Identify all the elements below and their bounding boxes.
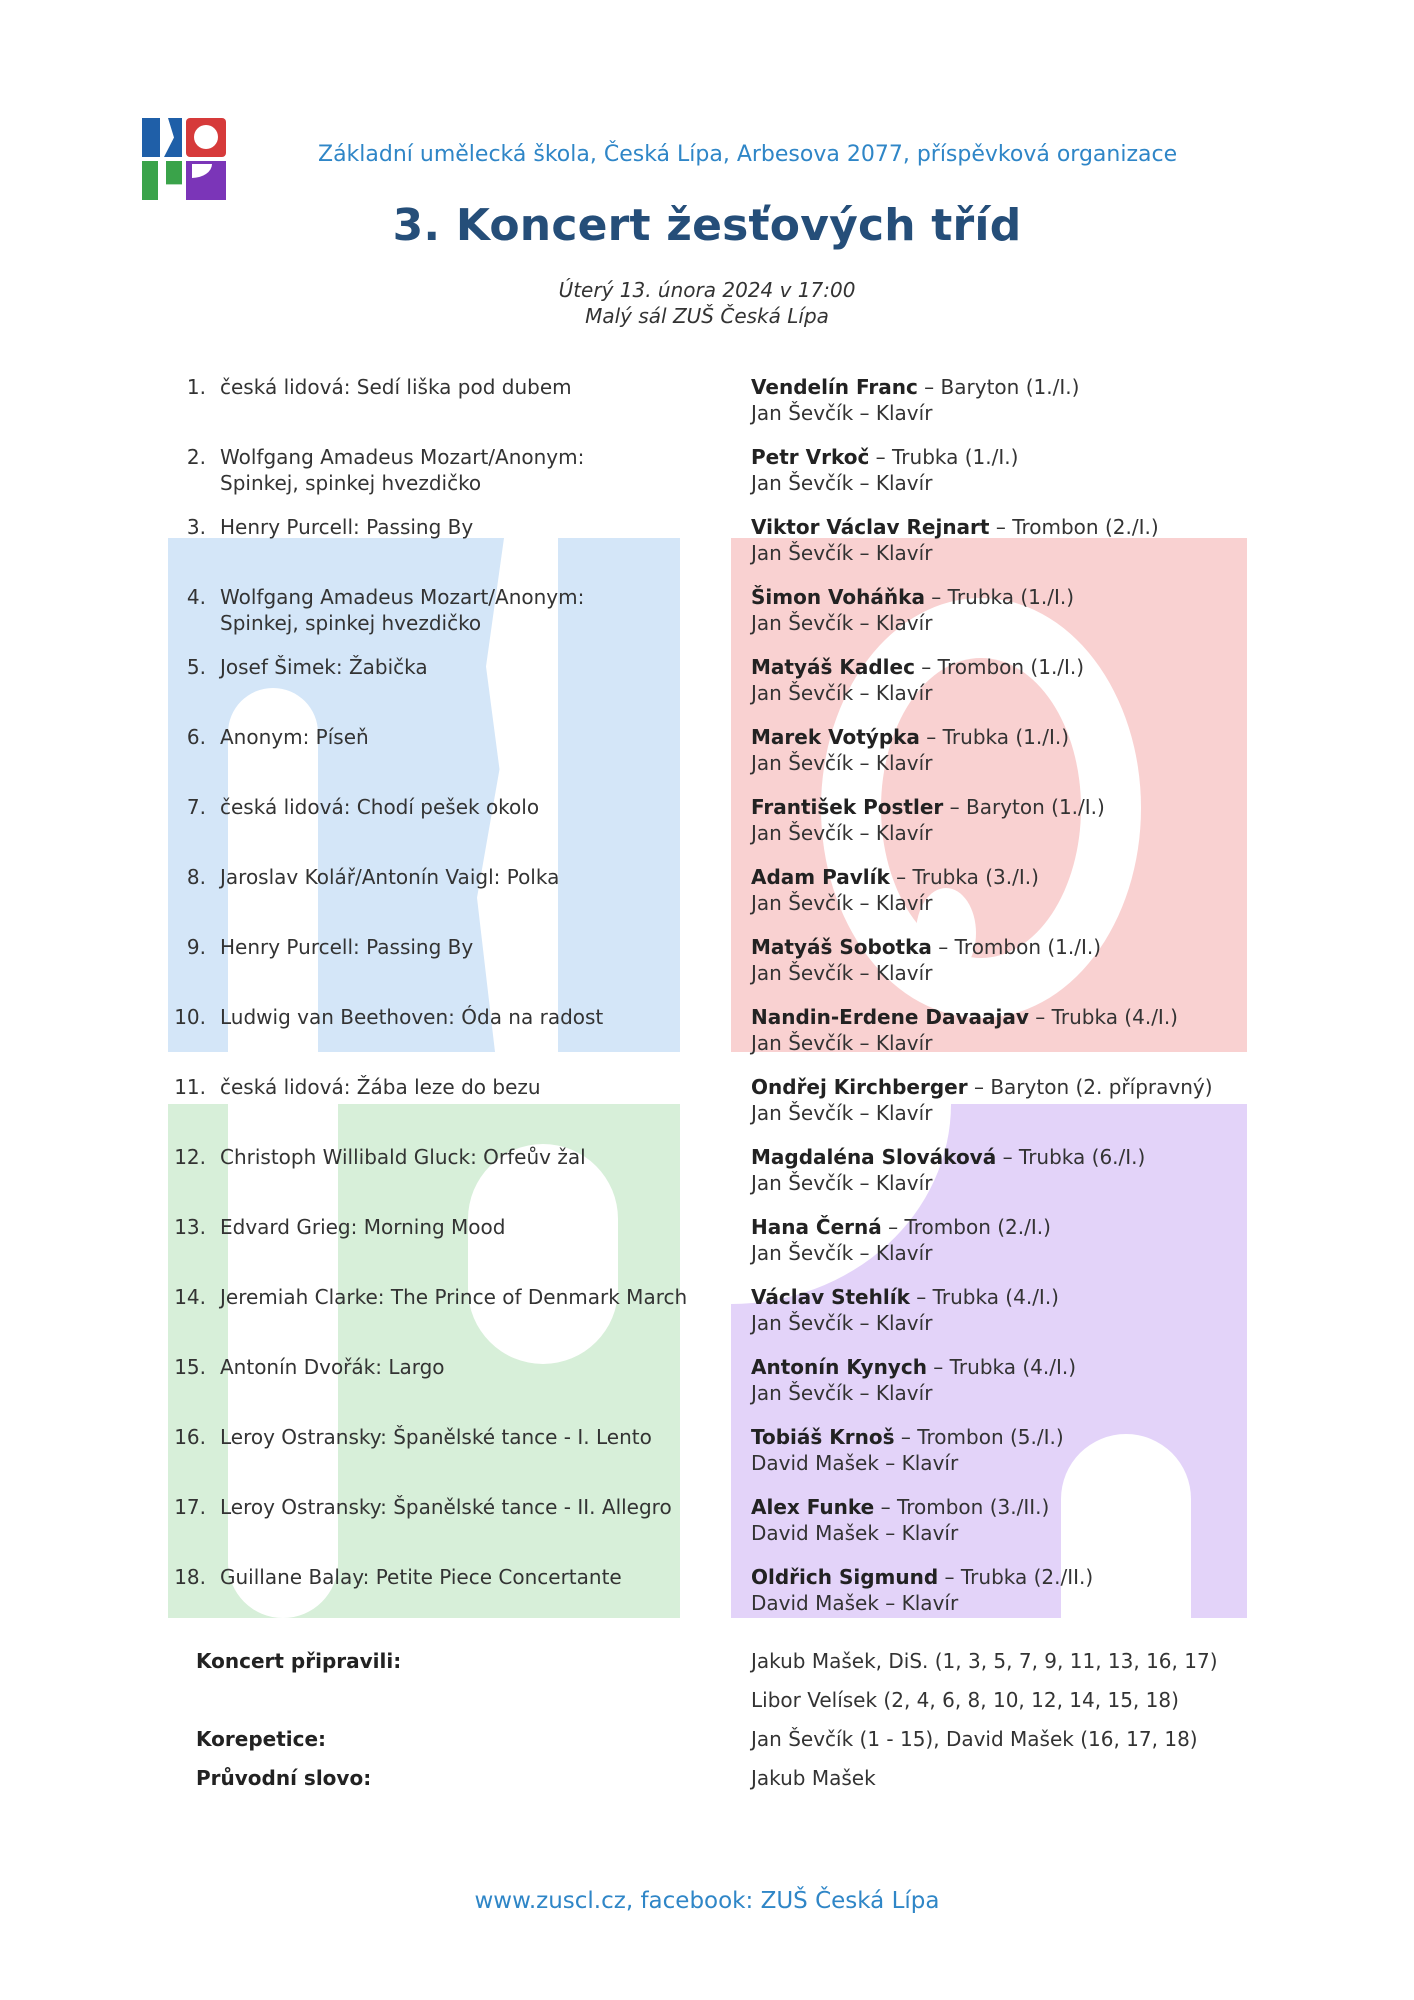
performer-line: [751, 1564, 1231, 1590]
performer-instrument: – Trombon (5./I.): [894, 1425, 1064, 1449]
performer-line: [751, 794, 1231, 820]
program-item: [0, 724, 1414, 780]
program-piece-line1: Guillane Balay: Petite Piece Concertante: [220, 1565, 622, 1589]
accompanist: Jan Ševčík – Klavír: [751, 751, 933, 775]
performer-instrument: – Trubka (2./II.): [938, 1565, 1094, 1589]
concert-venue: Malý sál ZUŠ Česká Lípa: [585, 304, 829, 328]
accompanist: Jan Ševčík – Klavír: [751, 1171, 933, 1195]
program-item: [0, 1284, 1414, 1340]
program-performers: [751, 1004, 1231, 1056]
program-piece-line1: česká lidová: Sedí liška pod dubem: [220, 375, 572, 399]
program-number: 3.: [186, 515, 206, 539]
accompanist: Jan Ševčík – Klavír: [751, 401, 933, 425]
accompanist: Jan Ševčík – Klavír: [751, 961, 933, 985]
accompanist: David Mašek – Klavír: [751, 1451, 959, 1475]
program-performers: [751, 934, 1231, 986]
performer-instrument: – Trubka (3./I.): [889, 865, 1039, 889]
program-piece: [220, 584, 710, 636]
performer-name: Hana Černá: [751, 1215, 882, 1239]
program-performers: [751, 1144, 1231, 1196]
performer-name: Marek Votýpka: [751, 725, 920, 749]
program-performers: [751, 584, 1231, 636]
program-number: 7.: [186, 795, 206, 819]
performer-instrument: – Trubka (1./I.): [924, 585, 1075, 609]
performer-instrument: – Trombon (1./I.): [931, 935, 1102, 959]
program-performers: [751, 724, 1231, 776]
program-piece: [220, 864, 710, 890]
program-performers: [751, 1284, 1231, 1336]
program-piece-line1: česká lidová: Žába leze do bezu: [220, 1075, 541, 1099]
program-number: 11.: [174, 1075, 206, 1099]
school-logo: [142, 118, 226, 200]
program-item: [0, 1354, 1414, 1410]
program-item: [0, 374, 1414, 430]
program-piece-line1: Henry Purcell: Passing By: [220, 935, 474, 959]
program-performers: [751, 654, 1231, 706]
performer-name: Antonín Kynych: [751, 1355, 927, 1379]
performer-name: Adam Pavlík: [751, 865, 890, 889]
performer-name: Tobiáš Krnoš: [751, 1425, 895, 1449]
program-piece: [220, 1144, 710, 1170]
program-piece-line1: Henry Purcell: Passing By: [220, 515, 474, 539]
performer-instrument: – Baryton (2. přípravný): [967, 1075, 1213, 1099]
performer-line: [751, 584, 1231, 610]
program-piece-line1: Jaroslav Kolář/Antonín Vaigl: Polka: [220, 865, 560, 889]
program-number: 6.: [186, 725, 206, 749]
performer-instrument: – Trubka (6./I.): [996, 1145, 1146, 1169]
performer-line: [751, 1214, 1231, 1240]
performer-instrument: – Trubka (1./I.): [919, 725, 1070, 749]
program-piece: [220, 654, 710, 680]
program-item: [0, 934, 1414, 990]
performer-name: Matyáš Kadlec: [751, 655, 915, 679]
performer-line: [751, 654, 1231, 680]
program-piece-line1: Ludwig van Beethoven: Óda na radost: [220, 1005, 604, 1029]
program-piece-line2: Spinkej, spinkej hvezdičko: [220, 611, 482, 635]
program-performers: [751, 1494, 1231, 1546]
program-piece-line1: Antonín Dvořák: Largo: [220, 1355, 445, 1379]
program-piece-line1: Jeremiah Clarke: The Prince of Denmark March: [220, 1285, 688, 1309]
program-performers: [751, 1214, 1231, 1266]
performer-name: Viktor Václav Rejnart: [751, 515, 990, 539]
program-piece: [220, 1284, 710, 1310]
panel-cutout: [731, 1104, 951, 1304]
credits-korepetice-value: Jan Ševčík (1 - 15), David Mašek (16, 17, 18): [751, 1727, 1198, 1751]
program-item: [0, 1144, 1414, 1200]
performer-instrument: – Trombon (2./I.): [881, 1215, 1051, 1239]
program-piece: [220, 1214, 710, 1240]
program-item: [0, 1424, 1414, 1480]
program-piece: [220, 794, 710, 820]
performer-instrument: – Trombon (2./I.): [989, 515, 1159, 539]
performer-name: František Postler: [751, 795, 944, 819]
program-item: [0, 794, 1414, 850]
program-piece: [220, 374, 710, 400]
performer-name: Matyáš Sobotka: [751, 935, 932, 959]
footer-links[interactable]: www.zuscl.cz, facebook: ZUŠ Česká Lípa: [474, 1888, 940, 1914]
accompanist: David Mašek – Klavír: [751, 1521, 959, 1545]
accompanist: Jan Ševčík – Klavír: [751, 1031, 933, 1055]
performer-line: [751, 1144, 1231, 1170]
performer-line: [751, 1074, 1231, 1100]
performer-instrument: – Trubka (4./I.): [909, 1285, 1059, 1309]
performer-instrument: – Baryton (1./I.): [943, 795, 1105, 819]
program-performers: [751, 514, 1231, 566]
accompanist: Jan Ševčík – Klavír: [751, 681, 933, 705]
credits-prepared-2: Libor Velísek (2, 4, 6, 8, 10, 12, 14, 15, 18): [751, 1688, 1179, 1712]
program-number: 16.: [174, 1425, 206, 1449]
performer-instrument: – Trombon (1./I.): [914, 655, 1085, 679]
performer-line: [751, 374, 1231, 400]
page-title: 3. Koncert žesťových tříd: [392, 200, 1022, 251]
program-item: [0, 1214, 1414, 1270]
performer-line: [751, 1284, 1231, 1310]
program-piece: [220, 444, 710, 496]
program-number: 10.: [174, 1005, 206, 1029]
credits-prepared-1: Jakub Mašek, DiS. (1, 3, 5, 7, 9, 11, 13, 16, 17): [751, 1649, 1218, 1673]
program-number: 15.: [174, 1355, 206, 1379]
program-piece: [220, 1564, 710, 1590]
program-number: 13.: [174, 1215, 206, 1239]
program-performers: [751, 1074, 1231, 1126]
program-piece: [220, 1354, 710, 1380]
performer-name: Šimon Voháňka: [751, 585, 925, 609]
program-piece: [220, 1424, 710, 1450]
program-piece: [220, 514, 710, 540]
performer-name: Alex Funke: [751, 1495, 875, 1519]
program-number: 2.: [186, 445, 206, 469]
program-item: [0, 1564, 1414, 1620]
program-item: [0, 654, 1414, 710]
logo-quadrant-red-cut: [194, 125, 218, 149]
accompanist: Jan Ševčík – Klavír: [751, 821, 933, 845]
program-piece-line1: Josef Šimek: Žabička: [220, 655, 428, 679]
program-piece: [220, 1004, 710, 1030]
program-number: 18.: [174, 1565, 206, 1589]
program-item: [0, 1494, 1414, 1550]
program-performers: [751, 1354, 1231, 1406]
program-piece-line2: Spinkej, spinkej hvezdičko: [220, 471, 482, 495]
accompanist: Jan Ševčík – Klavír: [751, 611, 933, 635]
program-performers: [751, 1424, 1231, 1476]
performer-name: Ondřej Kirchberger: [751, 1075, 968, 1099]
program-piece: [220, 1074, 710, 1100]
accompanist: Jan Ševčík – Klavír: [751, 1101, 933, 1125]
performer-name: Magdaléna Slováková: [751, 1145, 997, 1169]
performer-line: [751, 934, 1231, 960]
performer-line: [751, 1354, 1231, 1380]
concert-date: Úterý 13. února 2024 v 17:00: [558, 278, 856, 302]
program-piece-line1: Wolfgang Amadeus Mozart/Anonym:: [220, 445, 585, 469]
performer-line: [751, 864, 1231, 890]
accompanist: David Mašek – Klavír: [751, 1591, 959, 1615]
accompanist: Jan Ševčík – Klavír: [751, 891, 933, 915]
performer-instrument: – Trubka (1./I.): [869, 445, 1019, 469]
program-piece-line1: Anonym: Píseň: [220, 725, 369, 749]
accompanist: Jan Ševčík – Klavír: [751, 1381, 933, 1405]
program-performers: [751, 374, 1231, 426]
program-piece-line1: česká lidová: Chodí pešek okolo: [220, 795, 540, 819]
program-number: 12.: [174, 1145, 206, 1169]
performer-instrument: – Trubka (4./I.): [1028, 1005, 1178, 1029]
credits-prepared-label: Koncert připravili:: [196, 1649, 402, 1673]
performer-name: Petr Vrkoč: [751, 445, 870, 469]
program-number: 5.: [186, 655, 206, 679]
program-piece-line1: Wolfgang Amadeus Mozart/Anonym:: [220, 585, 585, 609]
program-item: [0, 864, 1414, 920]
program-piece-line1: Leroy Ostransky: Španělské tance - I. Lento: [220, 1425, 652, 1449]
program-piece: [220, 934, 710, 960]
program-item: [0, 1004, 1414, 1060]
program-item: [0, 1074, 1414, 1130]
program-piece: [220, 1494, 710, 1520]
performer-name: Vendelín Franc: [751, 375, 918, 399]
program-performers: [751, 1564, 1231, 1616]
program-item: [0, 514, 1414, 570]
performer-line: [751, 514, 1231, 540]
program-piece: [220, 724, 710, 750]
accompanist: Jan Ševčík – Klavír: [751, 541, 933, 565]
credits-slovo-value: Jakub Mašek: [751, 1766, 876, 1790]
performer-instrument: – Trombon (3./II.): [874, 1495, 1050, 1519]
performer-name: Oldřich Sigmund: [751, 1565, 939, 1589]
program-number: 1.: [186, 375, 206, 399]
program-number: 14.: [174, 1285, 206, 1309]
program-number: 9.: [186, 935, 206, 959]
program-piece-line1: Leroy Ostransky: Španělské tance - II. Allegro: [220, 1495, 672, 1519]
program-performers: [751, 864, 1231, 916]
performer-line: [751, 1494, 1231, 1520]
performer-name: Nandin-Erdene Davaajav: [751, 1005, 1029, 1029]
performer-line: [751, 444, 1231, 470]
program-piece-line1: Christoph Willibald Gluck: Orfeův žal: [220, 1145, 586, 1169]
credits-slovo-label: Průvodní slovo:: [196, 1766, 372, 1790]
performer-line: [751, 1424, 1231, 1450]
program-performers: [751, 444, 1231, 496]
performer-instrument: – Trubka (4./I.): [926, 1355, 1077, 1379]
school-name: Základní umělecká škola, Česká Lípa, Arbesova 2077, příspěvková organizace: [318, 142, 1178, 167]
accompanist: Jan Ševčík – Klavír: [751, 1311, 933, 1335]
accompanist: Jan Ševčík – Klavír: [751, 1241, 933, 1265]
program-number: 8.: [186, 865, 206, 889]
program-number: 4.: [186, 585, 206, 609]
performer-name: Václav Stehlík: [751, 1285, 910, 1309]
performer-instrument: – Baryton (1./I.): [917, 375, 1080, 399]
program-number: 17.: [174, 1495, 206, 1519]
performer-line: [751, 1004, 1231, 1030]
program-item: [0, 584, 1414, 640]
credits-korepetice-label: Korepetice:: [196, 1727, 327, 1751]
program-item: [0, 444, 1414, 500]
program-piece-line1: Edvard Grieg: Morning Mood: [220, 1215, 506, 1239]
accompanist: Jan Ševčík – Klavír: [751, 471, 933, 495]
performer-line: [751, 724, 1231, 750]
program-performers: [751, 794, 1231, 846]
